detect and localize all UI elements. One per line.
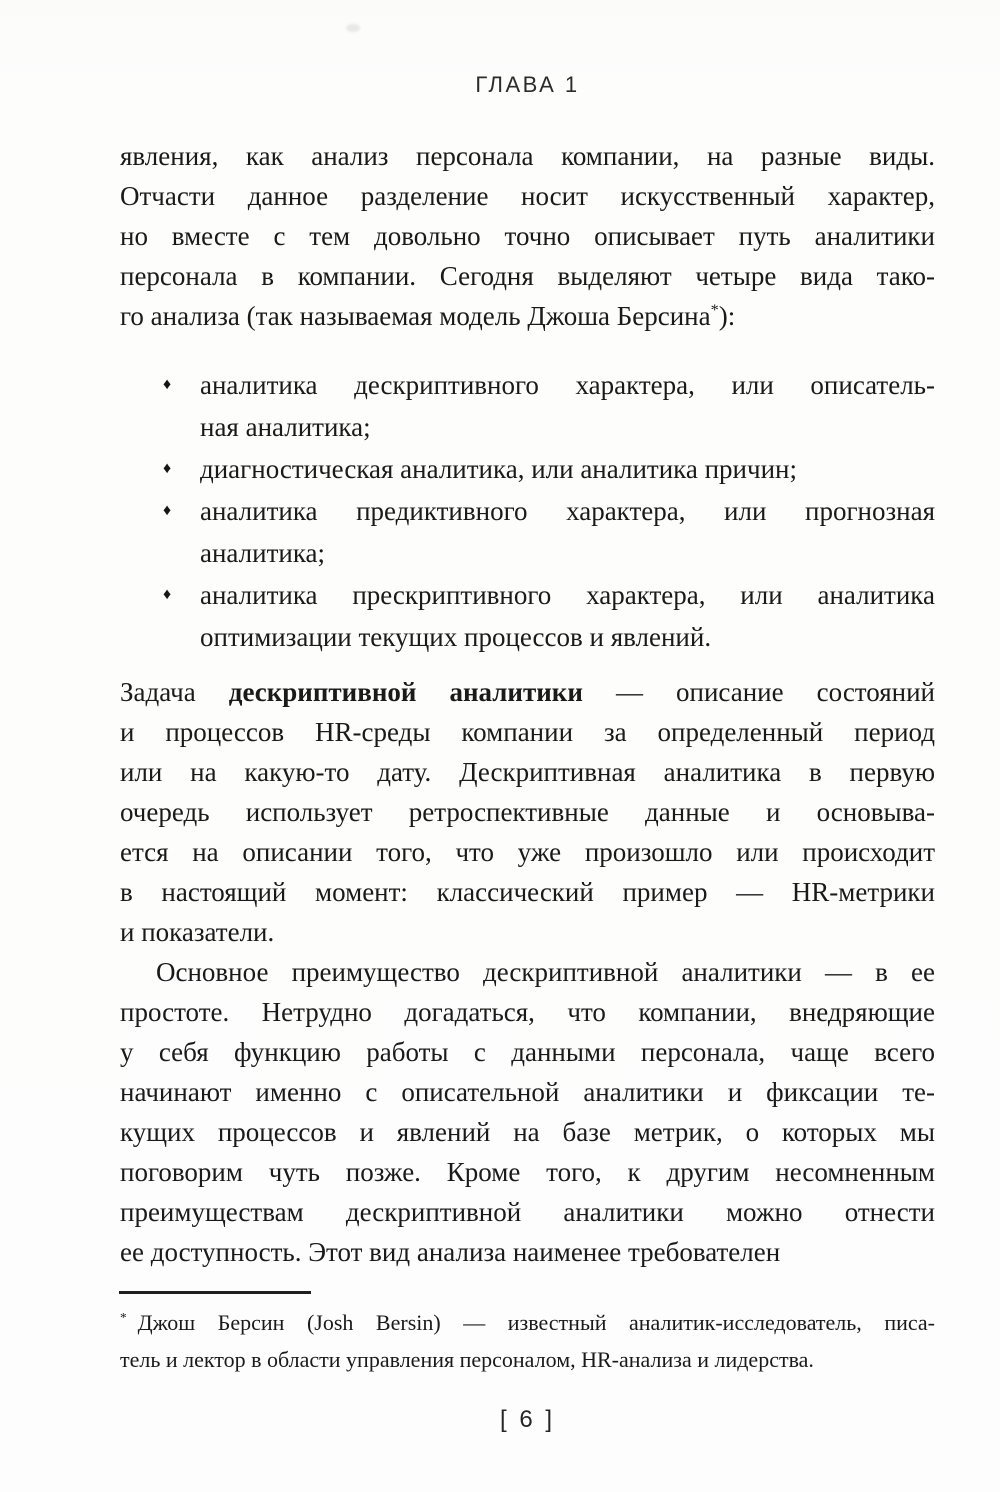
page-number: [ 6 ] (499, 1406, 556, 1433)
scan-artifact (346, 24, 360, 32)
paragraph-descriptive-analytics (120, 672, 935, 952)
diamond-bullet-icon: ♦ (163, 586, 172, 603)
text-line: Отчасти данное разделение носит искусственный характер, (120, 181, 935, 211)
list-item-text (200, 490, 935, 574)
text-line: тель и лектор в области управления персоналом, HR-анализа и лидерства. (120, 1347, 814, 1372)
text-line: аналитика дескриптивного характера, или описатель- (200, 370, 935, 400)
bullet-list (163, 364, 935, 658)
text-line: аналитика прескриптивного характера, или аналитика (200, 580, 935, 610)
text-line: в настоящий момент: классический пример — HR-метрики (120, 877, 935, 907)
diamond-bullet-icon: ♦ (163, 502, 172, 519)
text-line: простоте. Нетрудно догадаться, что компании, внедряющие (120, 997, 935, 1027)
list-item-text (200, 448, 935, 490)
text-line: очередь использует ретроспективные данные и основыва- (120, 797, 935, 827)
text-line: ная аналитика; (200, 412, 371, 442)
text-line: ее доступность. Этот вид анализа наименее требователен (120, 1237, 781, 1267)
text-line: аналитика; (200, 538, 326, 568)
footnote (120, 1304, 935, 1378)
list-item (163, 364, 935, 448)
list-item (163, 574, 935, 658)
footnote-separator (119, 1291, 311, 1294)
text-line: у себя функцию работы с данными персонала, чаще всего (120, 1037, 935, 1067)
list-item-text (200, 364, 935, 448)
text-line: начинают именно с описательной аналитики и фиксации те- (120, 1077, 935, 1107)
diamond-bullet-icon: ♦ (163, 376, 172, 393)
text-line: но вместе с тем довольно точно описывает путь аналитики (120, 221, 935, 251)
text-line: Основное преимущество дескриптивной аналитики — в ее (156, 957, 935, 987)
paragraph-intro (120, 136, 935, 336)
text-line: * Джош Берсин (Josh Bersin) — известный аналитик-исследователь, писа- (120, 1309, 935, 1335)
paragraph-advantages (120, 952, 935, 1272)
text-line: аналитика предиктивного характера, или прогнозная (200, 496, 935, 526)
text-line: преимуществам дескриптивной аналитики можно отнести (120, 1197, 935, 1227)
text-line: явления, как анализ персонала компании, на разные виды. (120, 141, 935, 171)
list-item-text (200, 574, 935, 658)
diamond-bullet-icon: ♦ (163, 460, 172, 477)
list-item (163, 490, 935, 574)
chapter-header: ГЛАВА 1 (475, 72, 580, 97)
text-line: кущих процессов и явлений на базе метрик, о которых мы (120, 1117, 935, 1147)
text-line: и процессов HR-среды компании за определенный период (120, 717, 935, 747)
text-line: персонала в компании. Сегодня выделяют четыре вида тако- (120, 261, 935, 291)
text-line: оптимизации текущих процессов и явлений. (200, 622, 712, 652)
text-line: или на какую-то дату. Дескриптивная аналитика в первую (120, 757, 935, 787)
list-item (163, 448, 935, 490)
text-line: ется на описании того, что уже произошло или происходит (120, 837, 935, 867)
text-line: Задача дескриптивной аналитики — описание состояний (120, 677, 935, 707)
text-line: поговорим чуть позже. Кроме того, к другим несомненным (120, 1157, 935, 1187)
text-line: диагностическая аналитика, или аналитика причин; (200, 454, 797, 484)
text-line: и показатели. (120, 917, 275, 947)
text-line: го анализа (так называемая модель Джоша Берсина*): (120, 301, 736, 331)
